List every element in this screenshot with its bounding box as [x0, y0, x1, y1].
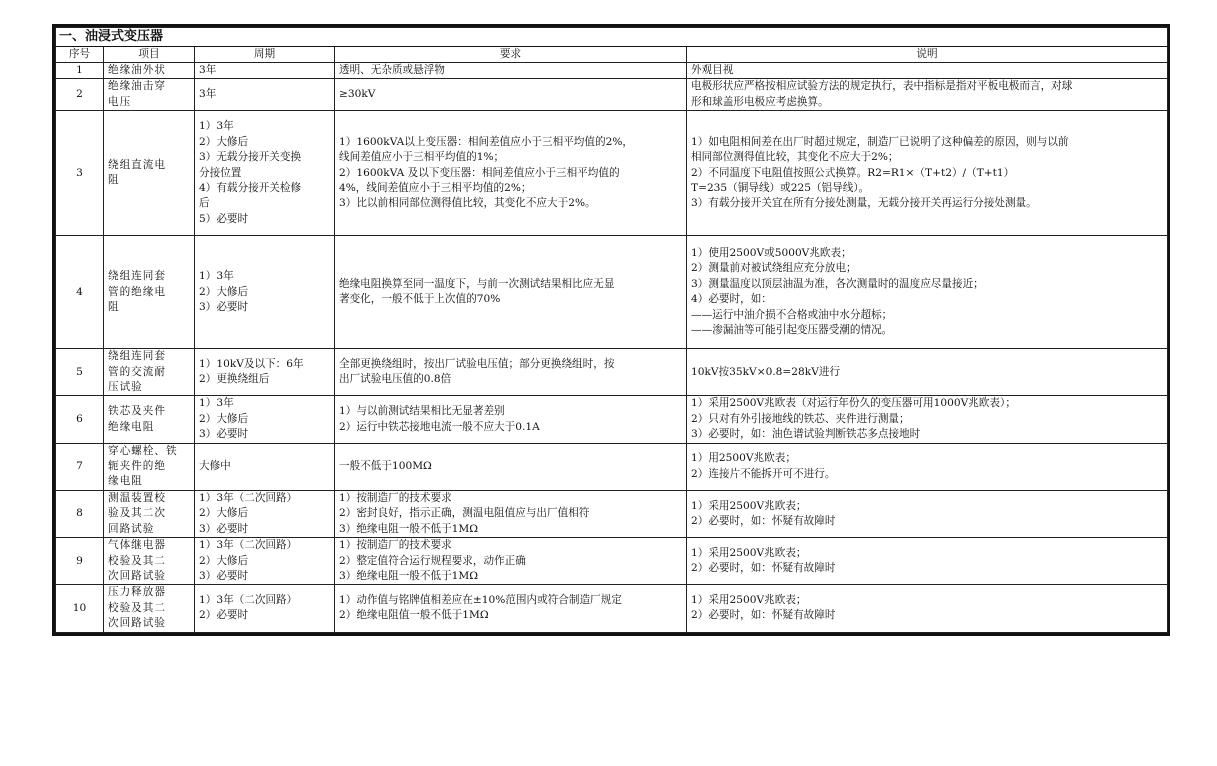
table-row — [56, 538, 1168, 585]
cell-requirement-line: 绝缘电阻换算至同一温度下，与前一次测试结果相比应无显 — [339, 277, 615, 290]
cell-requirement — [335, 443, 687, 490]
section-title: 一、油浸式变压器 — [56, 28, 1168, 47]
header-period: 周期 — [195, 47, 335, 63]
cell-notes — [687, 443, 1168, 490]
cell-notes-line: 2）必要时，如：怀疑有故障时 — [691, 514, 836, 527]
cell-no: 10 — [56, 585, 104, 632]
cell-item-line: 阻 — [108, 174, 120, 187]
cell-no: 8 — [56, 490, 104, 537]
cell-requirement — [335, 111, 687, 236]
cell-period — [195, 396, 335, 443]
table-row — [56, 349, 1168, 396]
cell-requirement-line: 3）比以前相同部位测得值比较，其变化不应大于2%。 — [339, 197, 596, 210]
cell-notes-line: 2）必要时，如：怀疑有故障时 — [691, 609, 836, 622]
cell-requirement-line: 2）运行中铁芯接地电流一般不应大于0.1A — [339, 420, 540, 433]
cell-item — [104, 538, 195, 585]
cell-item-line: 轭夹件的绝 — [108, 460, 166, 473]
cell-period-line: 2）大修后 — [199, 412, 249, 425]
table-row — [56, 585, 1168, 632]
cell-item-line: 测温装置校 — [108, 491, 166, 504]
cell-notes-line: 形和球盖形电极应考虑换算。 — [691, 95, 829, 108]
cell-requirement-line: 透明、无杂质或悬浮物 — [339, 64, 445, 76]
cell-period — [195, 111, 335, 236]
cell-period-line: 2）大修后 — [199, 507, 249, 520]
cell-item — [104, 79, 195, 111]
cell-requirement — [335, 490, 687, 537]
cell-period — [195, 349, 335, 396]
cell-period-line: 3）必要时 — [199, 569, 249, 582]
cell-notes-line: 1）如电阻相间差在出厂时超过规定，制造厂已说明了这种偏差的原因，则与以前 — [691, 135, 1069, 148]
cell-notes — [687, 236, 1168, 349]
cell-item-line: 管的交流耐 — [108, 365, 166, 378]
cell-notes-line: 2）测量前对被试绕组应充分放电； — [691, 262, 857, 275]
header-item: 项目 — [104, 47, 195, 63]
cell-notes — [687, 585, 1168, 632]
cell-period — [195, 79, 335, 111]
cell-period — [195, 585, 335, 632]
cell-notes — [687, 79, 1168, 111]
cell-requirement-line: 出厂试验电压值的0.8倍 — [339, 373, 452, 386]
cell-notes-line: 10kV按35kV×0.8=28kV进行 — [691, 365, 841, 378]
cell-period-line: 1）3年 — [199, 120, 234, 133]
cell-notes-line: 1）采用2500V兆欧表； — [691, 546, 807, 559]
cell-item-line: 次回路试验 — [108, 617, 166, 630]
cell-period — [195, 236, 335, 349]
cell-requirement-line: 1）按制造厂的技术要求 — [339, 491, 452, 504]
cell-item-line: 压力释放器 — [108, 586, 166, 599]
cell-item — [104, 490, 195, 537]
cell-notes-line: 3）有载分接开关宜在所有分接处测量，无载分接开关再运行分接处测量。 — [691, 197, 1037, 210]
cell-period-line: 1）3年 — [199, 270, 234, 283]
cell-notes-line: 相同部位测得值比较，其变化不应大于2%； — [691, 151, 899, 164]
cell-requirement — [335, 63, 687, 79]
cell-requirement-line: 2）整定值符合运行规程要求，动作正确 — [339, 554, 526, 567]
cell-item-line: 校验及其二 — [108, 554, 166, 567]
cell-notes — [687, 111, 1168, 236]
cell-notes-line: ——运行中油介损不合格或油中水分超标； — [691, 308, 893, 321]
cell-period-line: 后 — [199, 197, 210, 210]
cell-period-line: 3）必要时 — [199, 522, 249, 535]
cell-item-line: 阻 — [108, 300, 120, 313]
cell-item — [104, 349, 195, 396]
cell-period — [195, 63, 335, 79]
cell-period-line: 分接位置 — [199, 166, 242, 179]
cell-notes-line: 1）采用2500V兆欧表； — [691, 594, 807, 607]
cell-no: 7 — [56, 443, 104, 490]
cell-period-line: 2）大修后 — [199, 135, 249, 148]
cell-no: 5 — [56, 349, 104, 396]
cell-item — [104, 396, 195, 443]
cell-item — [104, 63, 195, 79]
cell-period-line: 3）无载分接开关变换 — [199, 151, 302, 164]
cell-notes-line: T=235（铜导线）或225（铝导线）。 — [691, 181, 870, 194]
cell-period-line: 1）10kV及以下：6年 — [199, 357, 304, 370]
cell-notes — [687, 63, 1168, 79]
cell-no: 2 — [56, 79, 104, 111]
cell-no: 9 — [56, 538, 104, 585]
header-no: 序号 — [56, 47, 104, 63]
cell-item-line: 气体继电器 — [108, 539, 166, 552]
cell-item-line: 绝缘油击穿 — [108, 80, 166, 93]
cell-requirement — [335, 396, 687, 443]
cell-requirement-line: 2）1600kVA 及以下变压器：相间差值应小于三相平均值的 — [339, 166, 620, 179]
table-row — [56, 443, 1168, 490]
cell-period-line: 3）必要时 — [199, 428, 249, 441]
header-requirement: 要求 — [335, 47, 687, 63]
table-row — [56, 236, 1168, 349]
cell-item — [104, 236, 195, 349]
cell-requirement-line: 3）绝缘电阻一般不低于1MΩ — [339, 569, 479, 582]
cell-period-line: 2）更换绕组后 — [199, 373, 270, 386]
cell-notes — [687, 349, 1168, 396]
cell-period-line: 4）有载分接开关检修 — [199, 181, 302, 194]
cell-notes-line: 电极形状应严格按相应试验方法的规定执行，表中指标是指对平板电极而言，对球 — [691, 80, 1073, 93]
cell-period-line: 2）大修后 — [199, 554, 249, 567]
cell-requirement — [335, 585, 687, 632]
cell-period — [195, 538, 335, 585]
cell-item — [104, 585, 195, 632]
cell-notes-line: 1）采用2500V兆欧表； — [691, 499, 807, 512]
table-row — [56, 490, 1168, 537]
header-row — [56, 47, 1168, 63]
cell-period — [195, 490, 335, 537]
cell-no: 1 — [56, 63, 104, 79]
cell-requirement-line: 线间差值应小于三相平均值的1%； — [339, 151, 505, 164]
cell-item-line: 校验及其二 — [108, 601, 166, 614]
cell-period-line: 3）必要时 — [199, 300, 249, 313]
cell-notes-line: 3）必要时，如：油色谱试验判断铁芯多点接地时 — [691, 428, 921, 441]
cell-requirement-line: 3）绝缘电阻一般不低于1MΩ — [339, 522, 479, 535]
test-spec-table — [55, 27, 1168, 633]
header-notes: 说明 — [687, 47, 1168, 63]
cell-item-line: 铁芯及夹件 — [108, 405, 166, 418]
cell-no: 4 — [56, 236, 104, 349]
cell-notes-line: 2）不同温度下电阻值按照公式换算。R2=R1×（T+t2）/（T+t1） — [691, 166, 1015, 179]
cell-notes — [687, 538, 1168, 585]
table-row — [56, 396, 1168, 443]
cell-item-line: 回路试验 — [108, 522, 155, 535]
cell-notes-line: ——渗漏油等可能引起变压器受潮的情况。 — [691, 324, 893, 337]
cell-requirement — [335, 349, 687, 396]
cell-requirement-line: 1）按制造厂的技术要求 — [339, 539, 452, 552]
cell-item-line: 验及其二次 — [108, 507, 166, 520]
cell-period-line: 大修中 — [199, 460, 231, 473]
cell-notes-line: 外观目视 — [691, 64, 734, 76]
cell-item-line: 绕组连同套 — [108, 270, 166, 283]
cell-item-line: 压试验 — [108, 381, 143, 394]
cell-notes-line: 1）使用2500V或5000V兆欧表； — [691, 247, 852, 259]
cell-requirement-line: 4%，线间差值应小于三相平均值的2%； — [339, 181, 532, 194]
cell-item-line: 绕组连同套 — [108, 350, 166, 363]
cell-period-line: 2）大修后 — [199, 285, 249, 298]
cell-notes-line: 1）采用2500V兆欧表（对运行年份久的变压器可用1000V兆欧表）； — [691, 397, 1016, 410]
cell-item-line: 绕组直流电 — [108, 158, 166, 171]
spec-sheet — [52, 24, 1170, 636]
cell-requirement — [335, 538, 687, 585]
cell-period-line: 5）必要时 — [199, 212, 249, 225]
cell-item-line: 绝缘电阻 — [108, 420, 155, 433]
cell-no: 6 — [56, 396, 104, 443]
cell-period-line: 1）3年（二次回路） — [199, 491, 298, 504]
table-row — [56, 63, 1168, 79]
cell-item-line: 绝缘油外状 — [108, 64, 166, 76]
cell-requirement-line: 著变化，一般不低于上次值的70% — [339, 293, 501, 306]
cell-requirement-line: ≥30kV — [339, 88, 376, 101]
cell-requirement-line: 1）动作值与铭牌值相差应在±10%范围内或符合制造厂规定 — [339, 594, 622, 607]
table-row — [56, 111, 1168, 236]
cell-notes-line: 2）只对有外引接地线的铁芯、夹件进行测量； — [691, 412, 910, 425]
cell-item-line: 缘电阻 — [108, 475, 143, 488]
cell-notes — [687, 396, 1168, 443]
cell-item-line: 次回路试验 — [108, 569, 166, 582]
cell-requirement-line: 2）密封良好，指示正确，测温电阻值应与出厂值相符 — [339, 507, 590, 520]
cell-item — [104, 443, 195, 490]
cell-period-line: 1）3年 — [199, 397, 234, 410]
cell-notes — [687, 490, 1168, 537]
cell-period-line: 2）必要时 — [199, 609, 249, 622]
cell-period-line: 3年 — [199, 88, 217, 101]
cell-notes-line: 2）连接片不能拆开可不进行。 — [691, 467, 836, 480]
cell-period-line: 3年 — [199, 64, 217, 76]
cell-item-line: 电压 — [108, 95, 132, 108]
cell-requirement-line: 1）与以前测试结果相比无显著差别 — [339, 405, 505, 418]
cell-no: 3 — [56, 111, 104, 236]
cell-requirement — [335, 79, 687, 111]
cell-requirement-line: 2）绝缘电阻值一般不低于1MΩ — [339, 609, 489, 622]
cell-period-line: 1）3年（二次回路） — [199, 594, 298, 607]
cell-notes-line: 2）必要时，如：怀疑有故障时 — [691, 562, 836, 575]
cell-requirement-line: 一般不低于100MΩ — [339, 460, 432, 473]
cell-notes-line: 3）测量温度以顶层油温为准，各次测量时的温度应尽量接近； — [691, 277, 984, 290]
cell-notes-line: 4）必要时，如： — [691, 293, 772, 306]
cell-item — [104, 111, 195, 236]
table-row — [56, 79, 1168, 111]
cell-period — [195, 443, 335, 490]
cell-item-line: 管的绝缘电 — [108, 285, 166, 298]
cell-item-line: 穿心螺栓、铁 — [108, 444, 178, 457]
cell-notes-line: 1）用2500V兆欧表； — [691, 452, 796, 465]
cell-requirement-line: 1）1600kVA以上变压器：相间差值应小于三相平均值的2%， — [339, 135, 633, 148]
cell-requirement-line: 全部更换绕组时，按出厂试验电压值；部分更换绕组时，按 — [339, 357, 615, 370]
cell-requirement — [335, 236, 687, 349]
cell-period-line: 1）3年（二次回路） — [199, 539, 298, 552]
